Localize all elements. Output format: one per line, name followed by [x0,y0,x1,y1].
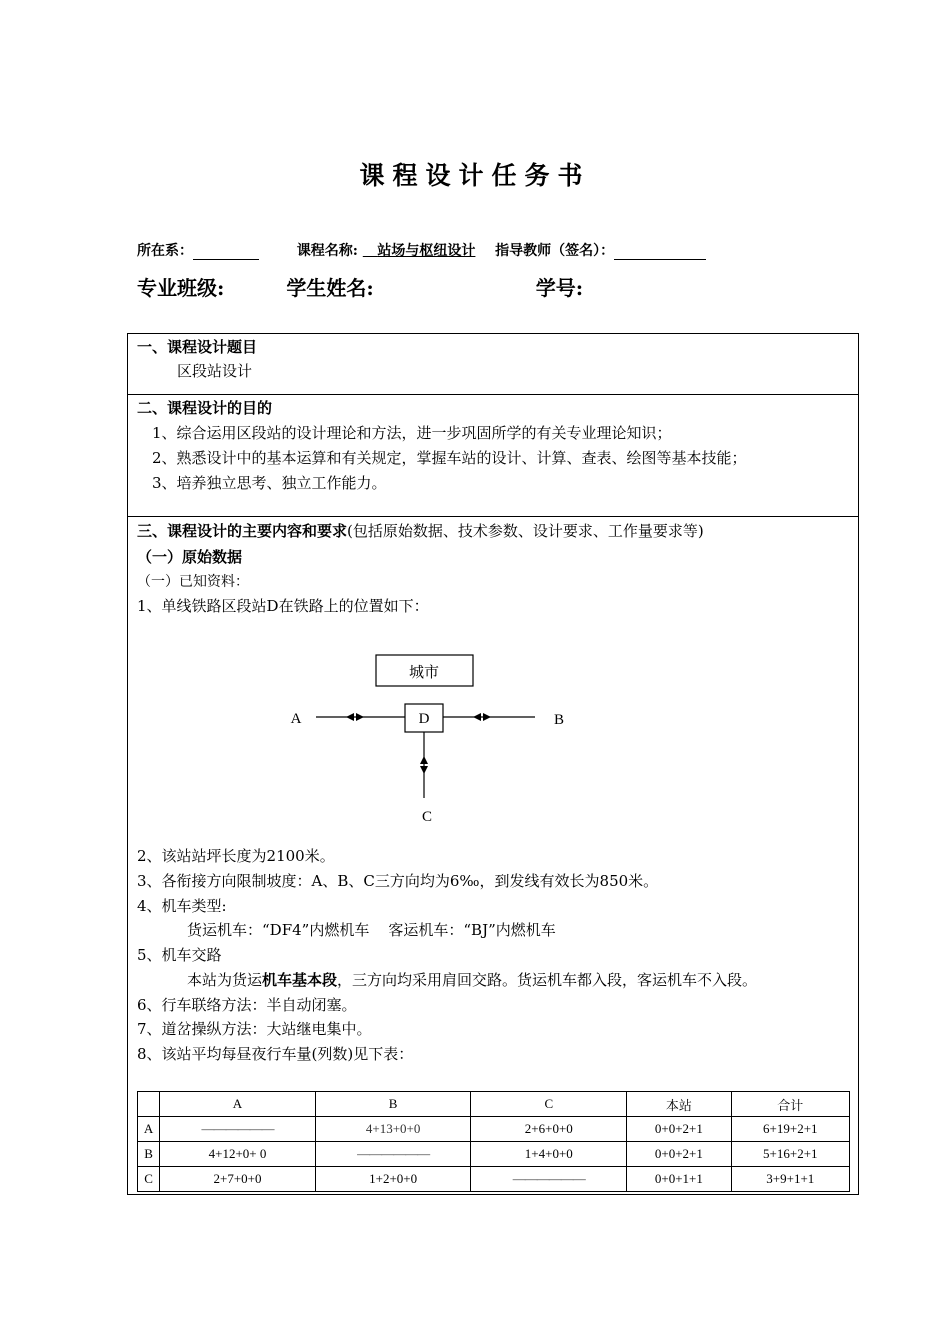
dept-blank[interactable] [193,243,259,260]
section1-content: 区段站设计 [177,362,253,380]
arrow-icon [420,766,428,774]
item-8: 8、该站平均每昼夜行车量(列数)见下表： [137,1045,414,1063]
table-row [138,1142,850,1167]
table-cell: 0+0+2+1 [627,1117,731,1142]
table-cell: 2+6+0+0 [471,1117,627,1142]
header-line-2 [137,272,583,301]
arrow-icon [483,713,491,721]
section3-heading: 三、课程设计的主要内容和要求(包括原始数据、技术参数、设计要求、工作量要求等) [137,522,704,540]
table-cell: —————— [315,1142,471,1167]
direction-a-label: A [290,711,302,727]
course-label: 课程名称: [296,243,358,259]
table-header-cell: C [471,1092,627,1117]
class-label: 专业班级: [137,276,225,300]
table-header-cell: A [160,1092,316,1117]
table-cell: 3+9+1+1 [731,1167,849,1192]
item-6: 6、行车联络方法：半自动闭塞。 [137,996,357,1014]
objective-item: 2、熟悉设计中的基本运算和有关规定，掌握车站的设计、计算、查表、绘图等基本技能； [152,449,747,467]
table-header-cell: 本站 [627,1092,731,1117]
table-cell: B [138,1142,160,1167]
teacher-signature-blank[interactable] [614,243,706,260]
item-5: 5、机车交路 [137,946,222,964]
section-divider [127,394,859,395]
arrow-icon [346,713,354,721]
section-divider [127,516,859,517]
table-cell: C [138,1167,160,1192]
direction-b-label: B [553,712,565,728]
section2-heading: 二、课程设计的目的 [137,399,273,417]
table-cell: 1+4+0+0 [471,1142,627,1167]
arrow-icon [356,713,364,721]
table-cell: 0+0+2+1 [627,1142,731,1167]
table-cell: 1+2+0+0 [315,1167,471,1192]
dept-label: 所在系： [137,243,193,259]
table-row [138,1167,850,1192]
item-4-detail: 货运机车：“DF4”内燃机车 客运机车：“BJ”内燃机车 [187,921,556,939]
item-3: 3、各衔接方向限制坡度：A、B、C三方向均为6‰，到发线有效长为850米。 [137,872,659,890]
item-2: 2、该站站坪长度为2100米。 [137,847,335,865]
table-row [138,1117,850,1142]
header-line-1 [137,240,706,260]
table-cell: —————— [160,1117,316,1142]
table-cell: 4+13+0+0 [315,1117,471,1142]
traffic-volume-table [137,1091,850,1192]
table-cell: A [138,1117,160,1142]
table-header-cell: B [315,1092,471,1117]
document-title: 课程设计任务书 [359,161,591,190]
student-id-label: 学号: [535,276,584,300]
station-d-label: D [418,711,430,727]
item-5-detail: 本站为货运机车基本段，三方向均采用肩回交路。货运机车都入段，客运机车不入段。 [187,971,758,989]
known-info-label: （一）已知资料： [137,574,249,590]
table-header-cell: 合计 [731,1092,849,1117]
arrow-icon [420,756,428,764]
student-name-label: 学生姓名: [286,276,374,300]
objective-item: 3、培养独立思考、独立工作能力。 [152,474,387,492]
table-cell: —————— [471,1167,627,1192]
course-name: 站场与枢纽设计 [377,243,476,259]
station-location-diagram [260,650,580,830]
table-cell: 6+19+2+1 [731,1117,849,1142]
table-cell: 0+0+1+1 [627,1167,731,1192]
table-header-row [138,1092,850,1117]
city-label: 城市 [408,665,440,681]
teacher-label: 指导教师（签名）： [495,243,615,259]
section3-subheading: （一）原始数据 [137,548,243,566]
objective-item: 1、综合运用区段站的设计理论和方法，进一步巩固所学的有关专业理论知识； [152,424,672,442]
table-cell: 5+16+2+1 [731,1142,849,1167]
table-header-cell [138,1092,160,1117]
table-cell: 4+12+0+ 0 [160,1142,316,1167]
item-4: 4、机车类型: [137,897,227,915]
section1-heading: 一、课程设计题目 [137,338,258,356]
item-7: 7、道岔操纵方法：大站继电集中。 [137,1020,372,1038]
arrow-icon [473,713,481,721]
direction-c-label: C [421,809,433,825]
table-cell: 2+7+0+0 [160,1167,316,1192]
item-1: 1、单线铁路区段站D在铁路上的位置如下： [137,597,429,615]
